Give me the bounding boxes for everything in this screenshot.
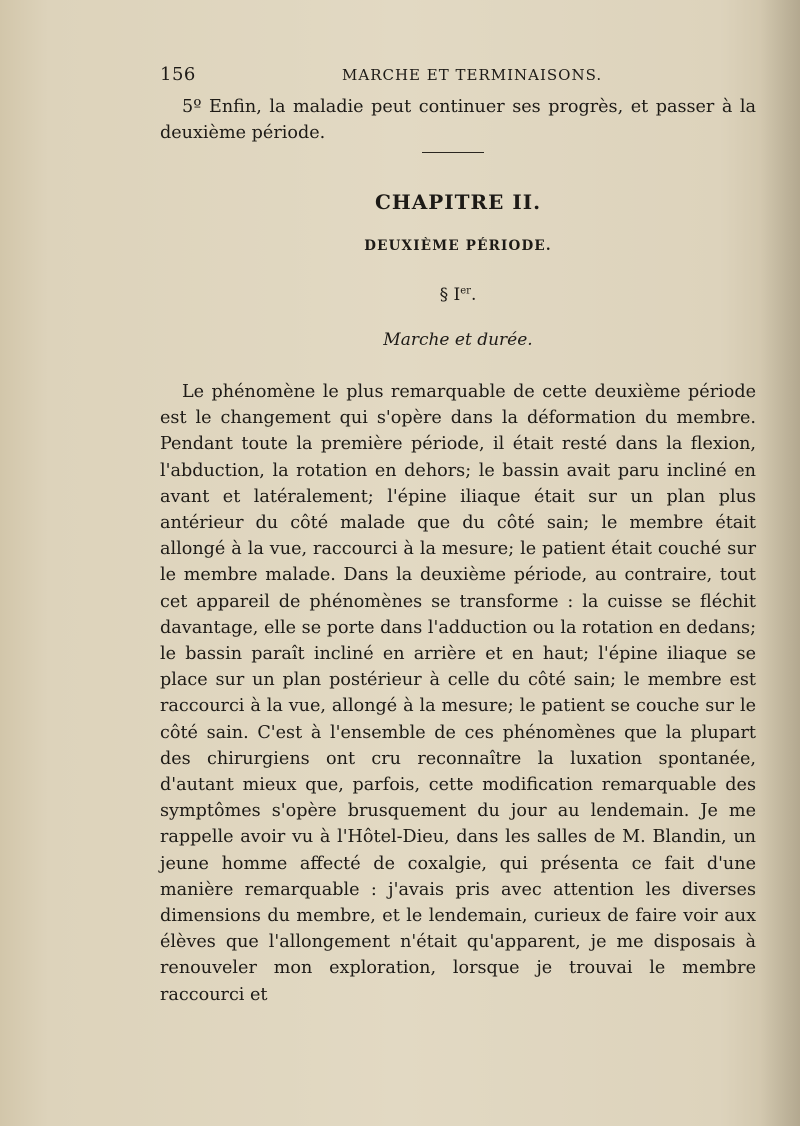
page-header bbox=[160, 64, 756, 88]
chapter-title: CHAPITRE II. bbox=[374, 190, 542, 214]
running-head: MARCHE ET TERMINAISONS. bbox=[342, 66, 603, 84]
separator-rule bbox=[422, 152, 484, 153]
section-mark-period: . bbox=[470, 285, 477, 305]
subsection-title: Marche et durée. bbox=[383, 330, 533, 350]
section-mark-text: § I bbox=[439, 285, 461, 305]
chapter-subtitle: DEUXIÈME PÉRIODE. bbox=[364, 238, 552, 254]
section-mark-superscript: er bbox=[460, 285, 471, 297]
page-edge-shadow bbox=[760, 0, 800, 1126]
paragraph-intro: 5º Enfin, la maladie peut continuer ses progrès, et passer à la deuxième période. bbox=[160, 97, 756, 144]
section-mark bbox=[160, 285, 756, 305]
page-number: 156 bbox=[160, 64, 196, 85]
paragraph-main: Le phénomène le plus remarquable de cette deuxième période est le changement qui s'opère dans la déformation du membre. Pendant toute la première période, il était resté dans la flexion, l'abduction, la rotation en dehors; le bassin avait paru incliné en avant et latéralement; l'épine iliaque était sur un plan plus antérieur du côté malade que du côté sain; le membre était allongé à la vue, raccourci à la mesure; le patient était couché sur le membre malade. Dans la deuxième période, au contraire, tout cet appareil de phénomènes se transforme : la cuisse se fléchit davantage, elle se porte dans l'adduction ou la rotation en dedans; le bassin paraît incliné en arrière et en haut; l'épine iliaque se place sur un plan postérieur à celle du côté sain; le membre est raccourci à la vue, allongé à la mesure; le patient se couche sur le côté sain. C'est à l'ensemble de ces phénomènes que la plupart des chirurgiens ont cru reconnaître la luxation spontanée, d'autant mieux que, parfois, cette modification remarquable des symptômes s'opère brusquement du jour au lendemain. Je me rappelle avoir vu à l'Hôtel-Dieu, dans les salles de M. Blandin, un jeune homme affecté de coxalgie, qui présenta ce fait d'une manière remarquable : j'avais pris avec attention les diverses dimensions du membre, et le lendemain, curieux de faire voir aux élèves que l'allongement n'était qu'apparent, je me disposais à renouveler mon exploration, lorsque je trouvai le membre raccourci et bbox=[160, 382, 756, 1005]
